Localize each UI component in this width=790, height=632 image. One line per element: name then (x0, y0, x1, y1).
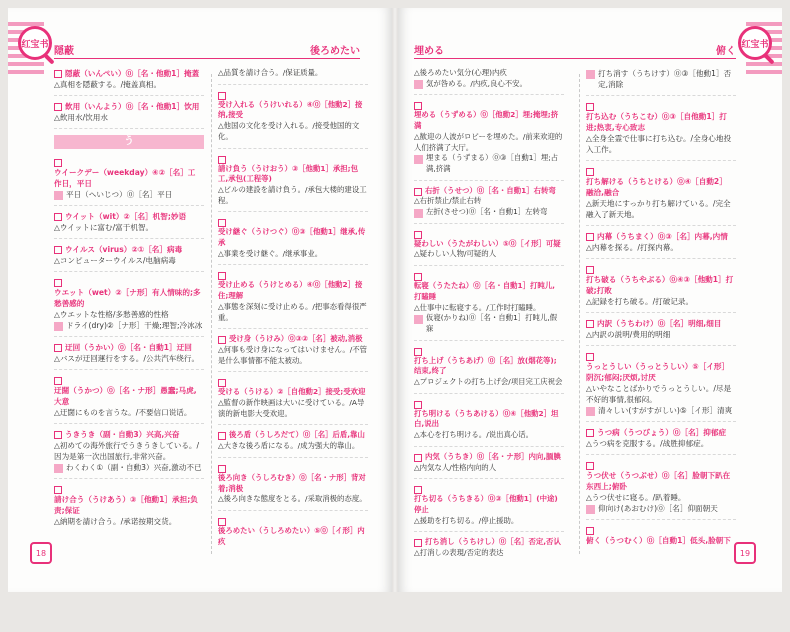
example-sentence: △内訳の説明/费用的明细 (586, 330, 671, 339)
vocab-entry (586, 460, 736, 520)
related-marker-icon (586, 505, 595, 514)
right-badge-icon: 红宝书 (738, 26, 772, 60)
vocab-entry (218, 377, 368, 425)
headword: うきうき（副・自動3）兴高,兴奋 (65, 430, 180, 439)
related-marker-icon (414, 209, 423, 218)
headword: うつ病（うつびょう）⓪［名］抑郁症 (597, 428, 727, 437)
right-page-number: 19 (734, 542, 756, 564)
vocab-entry (218, 463, 368, 511)
vocab-entry (414, 186, 564, 224)
example-sentence: △迂闊にものを言うな。/不要信口说话。 (54, 408, 192, 417)
checkbox-icon[interactable] (54, 377, 62, 385)
vocab-entry (54, 101, 204, 129)
vocab-entry (586, 525, 736, 551)
headword: 俯く（うつむく）⓪［自動1］低头,脸朝下 (586, 536, 731, 545)
related-word (414, 153, 564, 174)
checkbox-icon[interactable] (414, 348, 422, 356)
related-word (414, 207, 564, 218)
headword: うっとうしい（うっとうしい）⑤［イ形］阴沉;郁闷;厌烦,讨厌 (586, 362, 730, 382)
checkbox-icon[interactable] (586, 429, 594, 437)
vocab-entry (54, 244, 204, 272)
left-column-divider (211, 74, 212, 554)
example-sentence: △プロジェクトの打ち上げ会/项目完工庆祝会 (414, 377, 563, 387)
example-sentence: △真相を隠蔽する。/掩盖真相。 (54, 80, 162, 89)
left-page-number: 18 (30, 542, 52, 564)
vocab-entry (414, 399, 564, 447)
related-word-text: 打ち消す（うちけす）⓪③［他動1］否定,消除 (598, 69, 732, 89)
checkbox-icon[interactable] (54, 486, 62, 494)
example-sentence: △本心を打ち明ける。/说出真心话。 (414, 430, 534, 440)
checkbox-icon[interactable] (586, 103, 594, 111)
related-marker-icon (54, 191, 63, 200)
checkbox-icon[interactable] (54, 279, 62, 287)
left-column-2 (218, 68, 368, 557)
checkbox-icon[interactable] (54, 431, 62, 439)
related-marker-icon (586, 70, 595, 79)
vocab-entry (586, 231, 736, 259)
vocab-entry (54, 211, 204, 239)
checkbox-icon[interactable] (586, 527, 594, 535)
example-sentence: △打消しの表現/否定的表达 (414, 548, 504, 558)
example-sentence: △記録を打ち破る。/打破记录。 (586, 297, 694, 306)
example-sentence: △事態を深刻に受け止める。/把事态看得很严重。 (218, 301, 367, 322)
headword: 迂回（うかい）⓪［名・自動1］迂回 (65, 343, 192, 352)
headword: 打ち込む（うちこむ）⓪③［自他動1］打进;热衷,专心致志 (586, 112, 727, 132)
example-sentence: △内気な人/性格内向的人 (414, 462, 497, 472)
headword: 打ち解ける（うちとける）⓪④［自動2］融洽,融合 (586, 177, 727, 197)
vocab-entry (414, 346, 564, 394)
checkbox-icon[interactable] (218, 336, 226, 344)
checkbox-icon[interactable] (414, 231, 422, 239)
example-sentence: △初めての海外旅行でうきうきしている。/因为是第一次出国旅行,非常兴奋。 (54, 441, 200, 461)
example-sentence: △ウエットな性格/多愁善感的性格 (54, 310, 169, 319)
example-sentence: △監督の新作映画は大いに受けている。/A导演的新电影大受欢迎。 (218, 398, 365, 418)
headword: 後ろ盾（うしろだて）⓪［名］后盾,靠山 (229, 430, 365, 440)
left-header-first-word: 隠蔽 (54, 46, 74, 57)
checkbox-icon[interactable] (218, 465, 226, 473)
right-column-2 (586, 68, 736, 556)
related-word-text: 清々しい(すがすがしい)⑤［イ形］清爽 (598, 406, 733, 415)
checkbox-icon[interactable] (414, 454, 422, 462)
left-column-1 (54, 68, 204, 537)
related-word (586, 405, 736, 416)
headword: 疑わしい（うたがわしい）⑤⓪［イ形］可疑 (414, 238, 561, 248)
vocab-entry (218, 516, 368, 552)
vocab-entry (54, 68, 204, 96)
related-word-text: 仰向け(あおむけ)⓪［名］仰面朝天 (598, 504, 718, 513)
headword: 右折（うせつ）⓪［名・自動1］右转弯 (425, 185, 556, 195)
right-header-rule (414, 58, 736, 59)
checkbox-icon[interactable] (54, 70, 62, 78)
headword: 受け継ぐ（うけつぐ）⓪③［他動1］继承,传承 (218, 227, 366, 248)
vocab-entry (414, 229, 564, 266)
checkbox-icon[interactable] (54, 344, 62, 352)
checkbox-icon[interactable] (586, 233, 594, 241)
vocab-entry (414, 452, 564, 479)
checkbox-icon[interactable] (414, 273, 422, 281)
headword: 受け入れる（うけいれる）④⓪［他動2］接纳,接受 (218, 99, 363, 120)
example-sentence: △ビルの建設を請け負う。/承包大楼的建设工程。 (218, 184, 367, 205)
related-word (54, 189, 204, 200)
related-word-text: わくわく①（副・自動3）兴奋,激动不已 (66, 463, 202, 472)
related-marker-icon (414, 155, 423, 164)
related-word (586, 503, 736, 514)
example-sentence: △大きな後ろ盾になる。/成为强大的靠山。 (218, 441, 360, 451)
vocab-entry (414, 484, 564, 532)
example-sentence: △うつ病を克服する。/战胜抑郁症。 (586, 439, 709, 448)
headword: ウイルス（virus）②①［名］病毒 (65, 245, 183, 254)
vocab-entry (586, 427, 736, 455)
vocab-entry (54, 484, 204, 532)
example-sentence: △いやなことばかりでうっとうしい。/尽是不好的事情,很郁闷。 (586, 384, 732, 404)
headword: 後ろ向き（うしろむき）⓪［名・ナ形］背对着;消极 (218, 472, 366, 493)
headword: 飲用（いんよう）⓪［名・他動1］饮用 (65, 102, 200, 111)
example-sentence: △バスが迂回運行をする。/公共汽车绕行。 (54, 354, 200, 363)
headword: ウエット（wet）②［ナ形］有人情味的;多愁善感的 (54, 288, 201, 308)
example-sentence: △事業を受け継ぐ。/继承事业。 (218, 248, 323, 258)
left-page (8, 8, 392, 592)
checkbox-icon[interactable] (414, 188, 422, 196)
right-header-first-word: 埋める (414, 46, 444, 57)
right-header-last-word: 俯く (716, 46, 736, 57)
section-heading: う (54, 135, 204, 149)
related-marker-icon (414, 315, 423, 324)
related-marker-icon (414, 80, 423, 89)
checkbox-icon[interactable] (586, 266, 594, 274)
headword: 迂闊（うかつ）⓪［名・ナ形］愚蠢;马虎,大意 (54, 386, 197, 406)
vocab-entry (218, 430, 368, 457)
checkbox-icon[interactable] (218, 432, 226, 440)
headword: 受け止める（うけとめる）④⓪［他動2］接住;理解 (218, 280, 363, 301)
left-header-rule (54, 58, 360, 59)
headword: 請け負う（うけおう）③［他動1］承担;包工,承包(工程等) (218, 163, 358, 184)
vocab-entry (586, 68, 736, 96)
checkbox-icon[interactable] (414, 486, 422, 494)
checkbox-icon[interactable] (586, 462, 594, 470)
vocab-entry (414, 68, 564, 95)
related-word-text: 埋まる（うずまる）⓪③［自動1］埋;占满,挤满 (426, 153, 559, 173)
headword: 後ろめたい（うしろめたい）⑤⓪［イ形］内疚 (218, 525, 365, 546)
related-word-text: ドライ(dry)②［ナ形］干燥;理智;冷冰冰 (66, 321, 203, 330)
related-marker-icon (54, 464, 63, 473)
checkbox-icon[interactable] (414, 102, 422, 110)
vocab-entry (586, 101, 736, 161)
checkbox-icon[interactable] (218, 219, 226, 227)
vocab-entry (54, 429, 204, 479)
example-sentence: △援助を打ち切る。/停止援助。 (414, 515, 519, 525)
related-word-text: 気が咎める。/内疚,良心不安。 (426, 78, 527, 88)
example-sentence: △納期を請け合う。/承诺按期交货。 (54, 517, 177, 526)
vocab-entry (218, 90, 368, 149)
headword: 打ち切る（うちきる）⓪③［他動1］(中途)停止 (414, 494, 558, 514)
related-marker-icon (54, 322, 63, 331)
headword: 内幕（うちまく）⓪③［名］内幕,内情 (597, 232, 728, 241)
related-word-text: 平日（へいじつ）⓪［名］平日 (66, 190, 173, 199)
vocab-entry (586, 264, 736, 313)
vocab-entry (414, 271, 564, 341)
checkbox-icon[interactable] (54, 103, 62, 111)
example-sentence: △疑わしい人物/可疑的人 (414, 249, 497, 259)
related-word (54, 320, 204, 331)
checkbox-icon[interactable] (586, 320, 594, 328)
vocab-entry (218, 217, 368, 265)
checkbox-icon[interactable] (218, 272, 226, 280)
related-marker-icon (586, 407, 595, 416)
headword: 転寝（うたたね）⓪［名・自動1］打盹儿,打瞌睡 (414, 281, 555, 301)
checkbox-icon[interactable] (218, 156, 226, 164)
checkbox-icon[interactable] (54, 159, 62, 167)
checkbox-icon[interactable] (54, 246, 62, 254)
checkbox-icon[interactable] (218, 92, 226, 100)
headword: 内気（うちき）⓪［名・ナ形］内向,腼腆 (425, 451, 561, 461)
vocab-entry (54, 375, 204, 424)
right-page (398, 8, 782, 592)
vocab-entry (54, 342, 204, 370)
related-word (414, 313, 564, 334)
vocab-entry (218, 68, 368, 85)
vocab-entry (586, 351, 736, 422)
example-sentence: △品質を請け合う。/保证质量。 (218, 68, 323, 77)
headword: 打ち消し（うちけし）⓪［名］否定,否认 (425, 537, 561, 547)
headword: 打ち上げ（うちあげ）⓪［名］放(烟花等);结束,终了 (414, 355, 557, 376)
headword: 打ち破る（うちやぶる）⓪④③［他動1］打破;打败 (586, 275, 734, 295)
example-sentence: △後ろめたい気分(心理)内疚 (414, 68, 507, 77)
checkbox-icon[interactable] (586, 353, 594, 361)
related-word (414, 79, 564, 90)
headword: 打ち明ける（うちあける）⓪④［他動2］坦白,说出 (414, 408, 559, 429)
example-sentence: △他国の文化を受け入れる。/接受他国的文化。 (218, 121, 360, 141)
vocab-entry (218, 270, 368, 329)
right-column-divider (579, 74, 580, 554)
example-sentence: △歓迎の人波がロビーを埋めた。/前来欢迎的人们挤满了大厅。 (414, 131, 563, 152)
checkbox-icon[interactable] (54, 213, 62, 221)
related-word (54, 462, 204, 473)
example-sentence: △全身全霊で仕事に打ち込む。/全身心地投入工作。 (586, 134, 732, 154)
checkbox-icon[interactable] (414, 539, 422, 547)
checkbox-icon[interactable] (218, 379, 226, 387)
vocab-entry (586, 166, 736, 226)
vocab-entry (414, 537, 564, 563)
headword: 埋める（うずめる）⓪［他動2］埋;掩埋;挤满 (414, 110, 559, 131)
headword: ウイット（wit）②［名］机智;妙语 (65, 212, 187, 221)
checkbox-icon[interactable] (414, 401, 422, 409)
example-sentence: △ウイットに富む/富于机智。 (54, 223, 154, 232)
right-column-1 (414, 68, 564, 569)
example-sentence: △新天地にすっかり打ち解けている。/完全融入了新天地。 (586, 199, 731, 219)
checkbox-icon[interactable] (218, 518, 226, 526)
headword: 請け合う（うけあう）③［他動1］承担;负责;保证 (54, 495, 198, 515)
vocab-entry (54, 157, 204, 206)
example-sentence: △後ろ向きな態度をとる。/采取消极的态度。 (218, 494, 367, 504)
left-header-last-word: 後ろめたい (310, 46, 360, 57)
example-sentence: △コンピューターウイルス/电脑病毒 (54, 256, 176, 265)
example-sentence: △何事も受け身になってはいけません。/不管是什么事情都不能太被动。 (218, 344, 368, 365)
vocab-entry (54, 277, 204, 337)
example-sentence: △うつ伏せに寝る。/趴着睡。 (586, 493, 686, 502)
headword: ウイークデー（weekday）④②［名］工作日，平日 (54, 168, 196, 188)
example-sentence: △右折禁止/禁止右转 (414, 196, 482, 206)
headword: 受け身（うけみ）⓪③②［名］被动,消极 (229, 334, 363, 344)
related-word-text: 仮寝(かりね)⓪［名・自動1］打盹儿,假寐 (426, 313, 558, 333)
related-word-text: 左折(させつ)⓪［名・自動1］左转弯 (426, 207, 548, 217)
vocab-entry (218, 154, 368, 213)
headword: うつ伏せ（うつぶせ）⓪［名］脸朝下趴在东西上;俯卧 (586, 471, 731, 491)
vocab-entry (218, 334, 368, 372)
headword: 受ける（うける）②［自他動2］接受;受欢迎 (218, 387, 366, 397)
headword: 内訳（うちわけ）⓪［名］明细,细目 (597, 319, 722, 328)
example-sentence: △仕事中に転寝する。/工作时打瞌睡。 (414, 302, 541, 312)
vocab-entry (414, 100, 564, 180)
checkbox-icon[interactable] (586, 168, 594, 176)
headword: 隠蔽（いんぺい）⓪［名・他動1］掩蓋 (65, 69, 200, 78)
left-badge-icon: 红宝书 (18, 26, 52, 60)
vocab-entry (586, 318, 736, 346)
related-word (586, 68, 736, 90)
example-sentence: △飲用水/饮用水 (54, 113, 108, 122)
example-sentence: △内幕を探る。/打探内幕。 (586, 243, 678, 252)
